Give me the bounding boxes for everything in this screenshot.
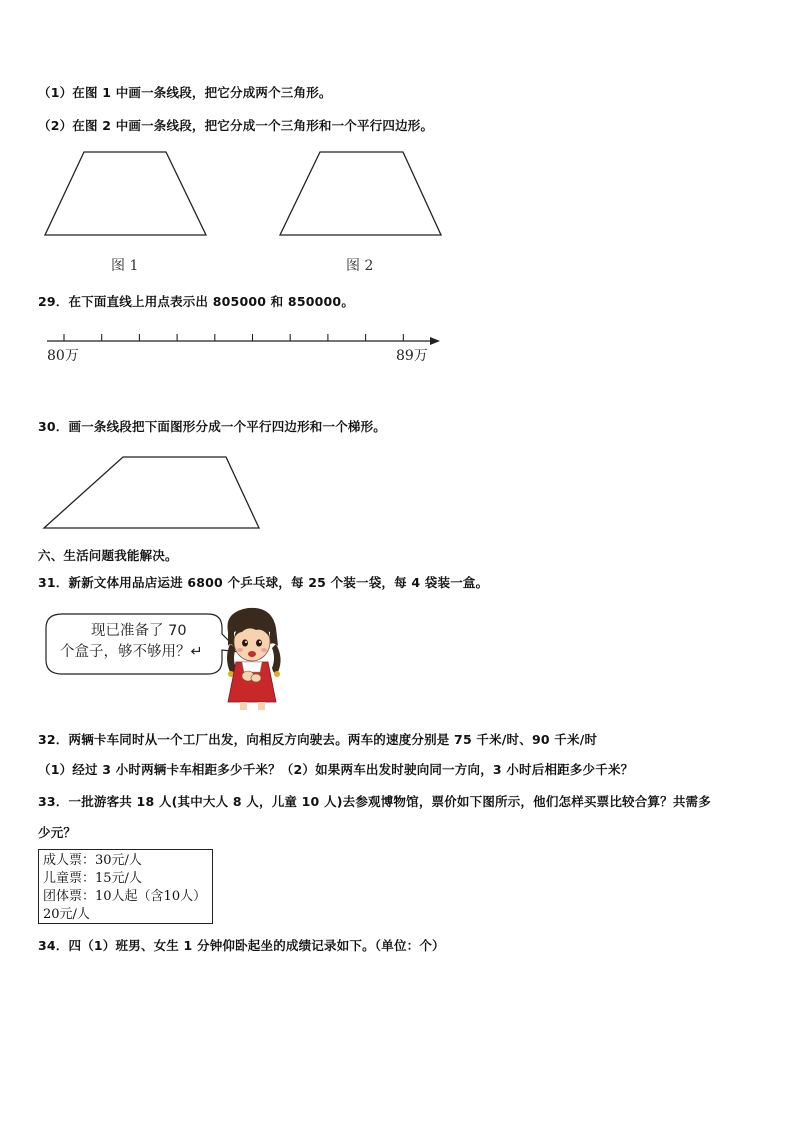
ticket-price-box xyxy=(38,849,213,924)
q31-text: 31．新新文体用品店运进 6800 个乒乓球，每 25 个装一袋，每 4 袋装一盒。 xyxy=(38,575,489,590)
bubble-line-1: 现已准备了 70 xyxy=(91,623,187,639)
section-6-title: 六、生活问题我能解决。 xyxy=(38,548,178,563)
figure-1-label: 图 1 xyxy=(111,258,139,274)
q30-text: 30．画一条线段把下面图形分成一个平行四边形和一个梯形。 xyxy=(38,419,386,434)
q32-subquestions: （1）经过 3 小时两辆卡车相距多少千米？（2）如果两车出发时驶向同一方向，3 小时后相距多少千米？ xyxy=(38,762,634,777)
bubble-line-2: 个盒子，够不够用？↵ xyxy=(60,644,203,660)
q28-part2: （2）在图 2 中画一条线段，把它分成一个三角形和一个平行四边形。 xyxy=(38,118,434,133)
child-ticket-price: 儿童票：15元/人 xyxy=(43,871,142,886)
adult-ticket-price: 成人票：30元/人 xyxy=(43,853,142,868)
q29-text: 29．在下面直线上用点表示出 805000 和 850000。 xyxy=(38,294,355,309)
q28-part1: （1）在图 1 中画一条线段，把它分成两个三角形。 xyxy=(38,85,332,100)
group-ticket-condition: 团体票：10人起（含10人） xyxy=(43,889,207,904)
figure-2-label: 图 2 xyxy=(346,258,374,274)
girl-illustration xyxy=(218,602,290,710)
q32-text: 32．两辆卡车同时从一个工厂出发，向相反方向驶去。两车的速度分别是 75 千米/时、90 千米/时 xyxy=(38,732,598,747)
number-line-start-label: 80万 xyxy=(47,348,79,364)
q33-text-line-1: 33．一批游客共 18 人(其中大人 8 人，儿童 10 人)去参观博物馆，票价如下图所示，他们怎样买票比较合算？共需多 xyxy=(38,794,711,809)
q33-text-line-2: 少元？ xyxy=(38,825,77,840)
group-ticket-price: 20元/人 xyxy=(43,907,90,922)
number-line-end-label: 89万 xyxy=(396,348,428,364)
q34-text: 34．四（1）班男、女生 1 分钟仰卧起坐的成绩记录如下。（单位：个） xyxy=(38,938,445,953)
